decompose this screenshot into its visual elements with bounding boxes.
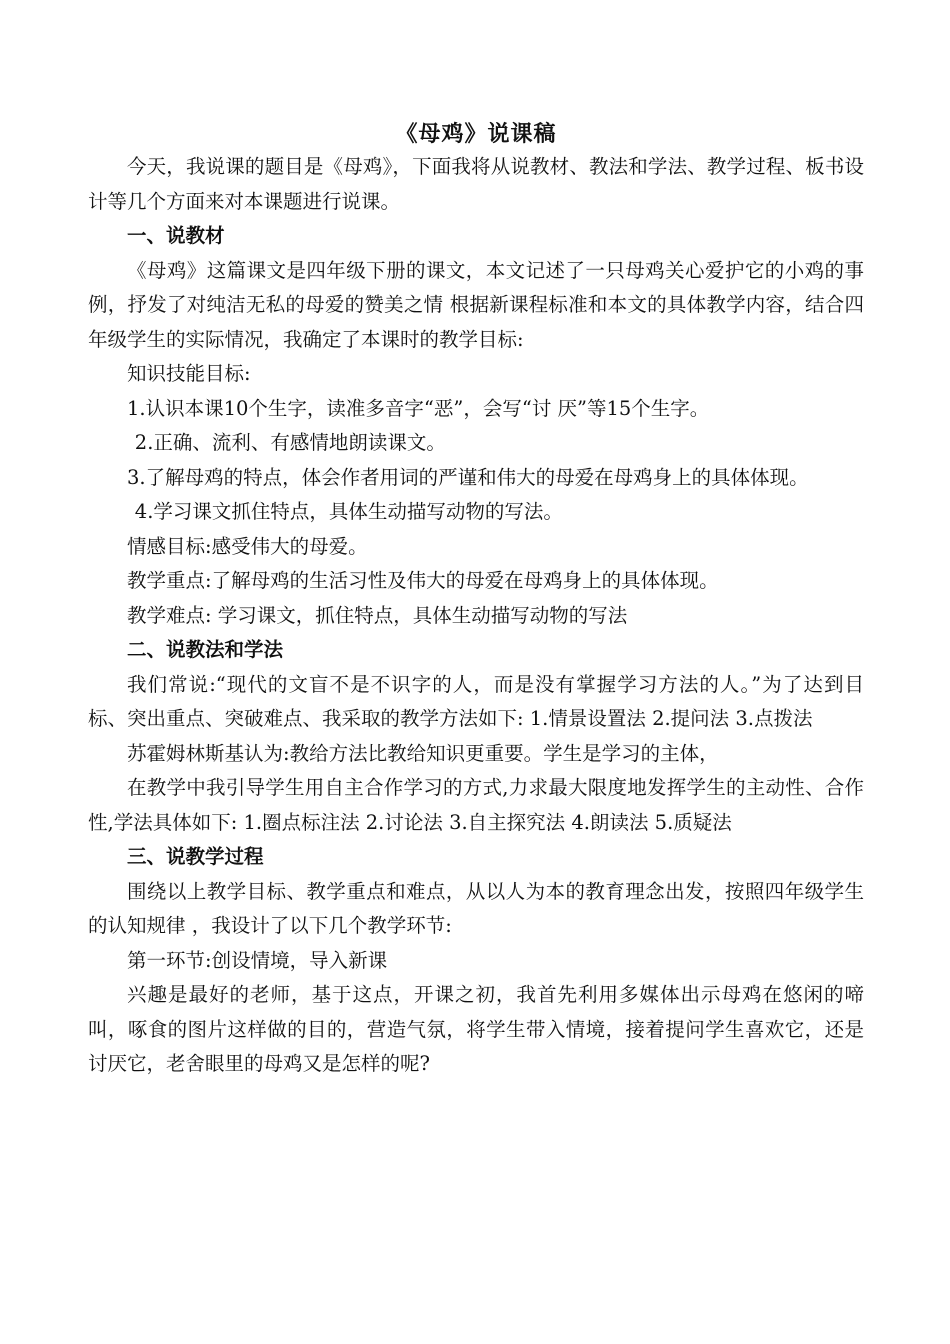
step-one-paragraph: 兴趣是最好的老师，基于这点，开课之初，我首先利用多媒体出示母鸡在悠闲的啼叫，啄食的图片这样做的目的，营造气氛，将学生带入情境，接着提问学生喜欢它，还是讨厌它，老舍眼里的母鸡又是怎样的呢? — [88, 983, 864, 1075]
goal-item-3: 3.了解母鸡的特点，体会作者用词的严谨和伟大的母爱在母鸡身上的具体体现。 — [127, 465, 809, 489]
process-intro-paragraph: 围绕以上教学目标、教学重点和难点，从以人为本的教育理念出发，按照四年级学生的认知规律 ，我设计了以下几个教学环节: — [88, 879, 864, 937]
teaching-focus: 教学重点:了解母鸡的生活习性及伟大的母爱在母鸡身上的具体体现。 — [127, 569, 719, 592]
goal-item-4: 4.学习课文抓住特点，具体生动描写动物的写法。 — [134, 500, 563, 523]
section-heading-methods: 二、说教法和学法 — [127, 638, 284, 661]
intro-paragraph: 今天，我说课的题目是《母鸡》，下面我将从说教材、教法和学法、教学过程、板书设计等几个方面来对本课题进行说课。 — [88, 155, 864, 213]
learning-methods-paragraph: 在教学中我引导学生用自主合作学习的方式,力求最大限度地发挥学生的主动性、合作性,学法具体如下: 1.圈点标注法 2.讨论法 3.自主探究法 4.朗读法 5.质疑法 — [88, 776, 864, 834]
sukhomlinsky-paragraph: 苏霍姆林斯基认为:教给方法比教给知识更重要。学生是学习的主体， — [127, 741, 719, 765]
goal-item-1: 1.认识本课10个生字，读准多音字“恶”，会写“讨 厌”等15个生字。 — [127, 396, 710, 420]
section-heading-process: 三、说教学过程 — [127, 845, 264, 868]
methods-paragraph: 我们常说:“现代的文盲不是不识字的人，而是没有掌握学习方法的人。”为了达到目标、突出重点、突破难点、我采取的教学方法如下: 1.情景设置法 2.提问法 3.点拨法 — [88, 672, 864, 730]
goal-item-2: 2.正确、流利、有感情地朗读课文。 — [134, 431, 446, 454]
knowledge-goal-label: 知识技能目标: — [127, 362, 251, 385]
emotion-goal: 情感目标:感受伟大的母爱。 — [127, 534, 368, 558]
section-heading-textbook: 一、说教材 — [127, 224, 225, 247]
textbook-paragraph: 《母鸡》这篇课文是四年级下册的课文，本文记述了一只母鸡关心爱护它的小鸡的事例，抒发了对纯洁无私的母爱的赞美之情 根据新课程标准和本文的具体教学内容，结合四年级学生的实际情况，我确定了本课时的教学目标: — [88, 258, 864, 351]
teaching-difficulty: 教学难点: 学习课文，抓住特点，具体生动描写动物的写法 — [127, 603, 628, 627]
step-one-heading: 第一环节:创设情境，导入新课 — [127, 948, 388, 972]
document-title: 《母鸡》说课稿 — [395, 121, 557, 147]
